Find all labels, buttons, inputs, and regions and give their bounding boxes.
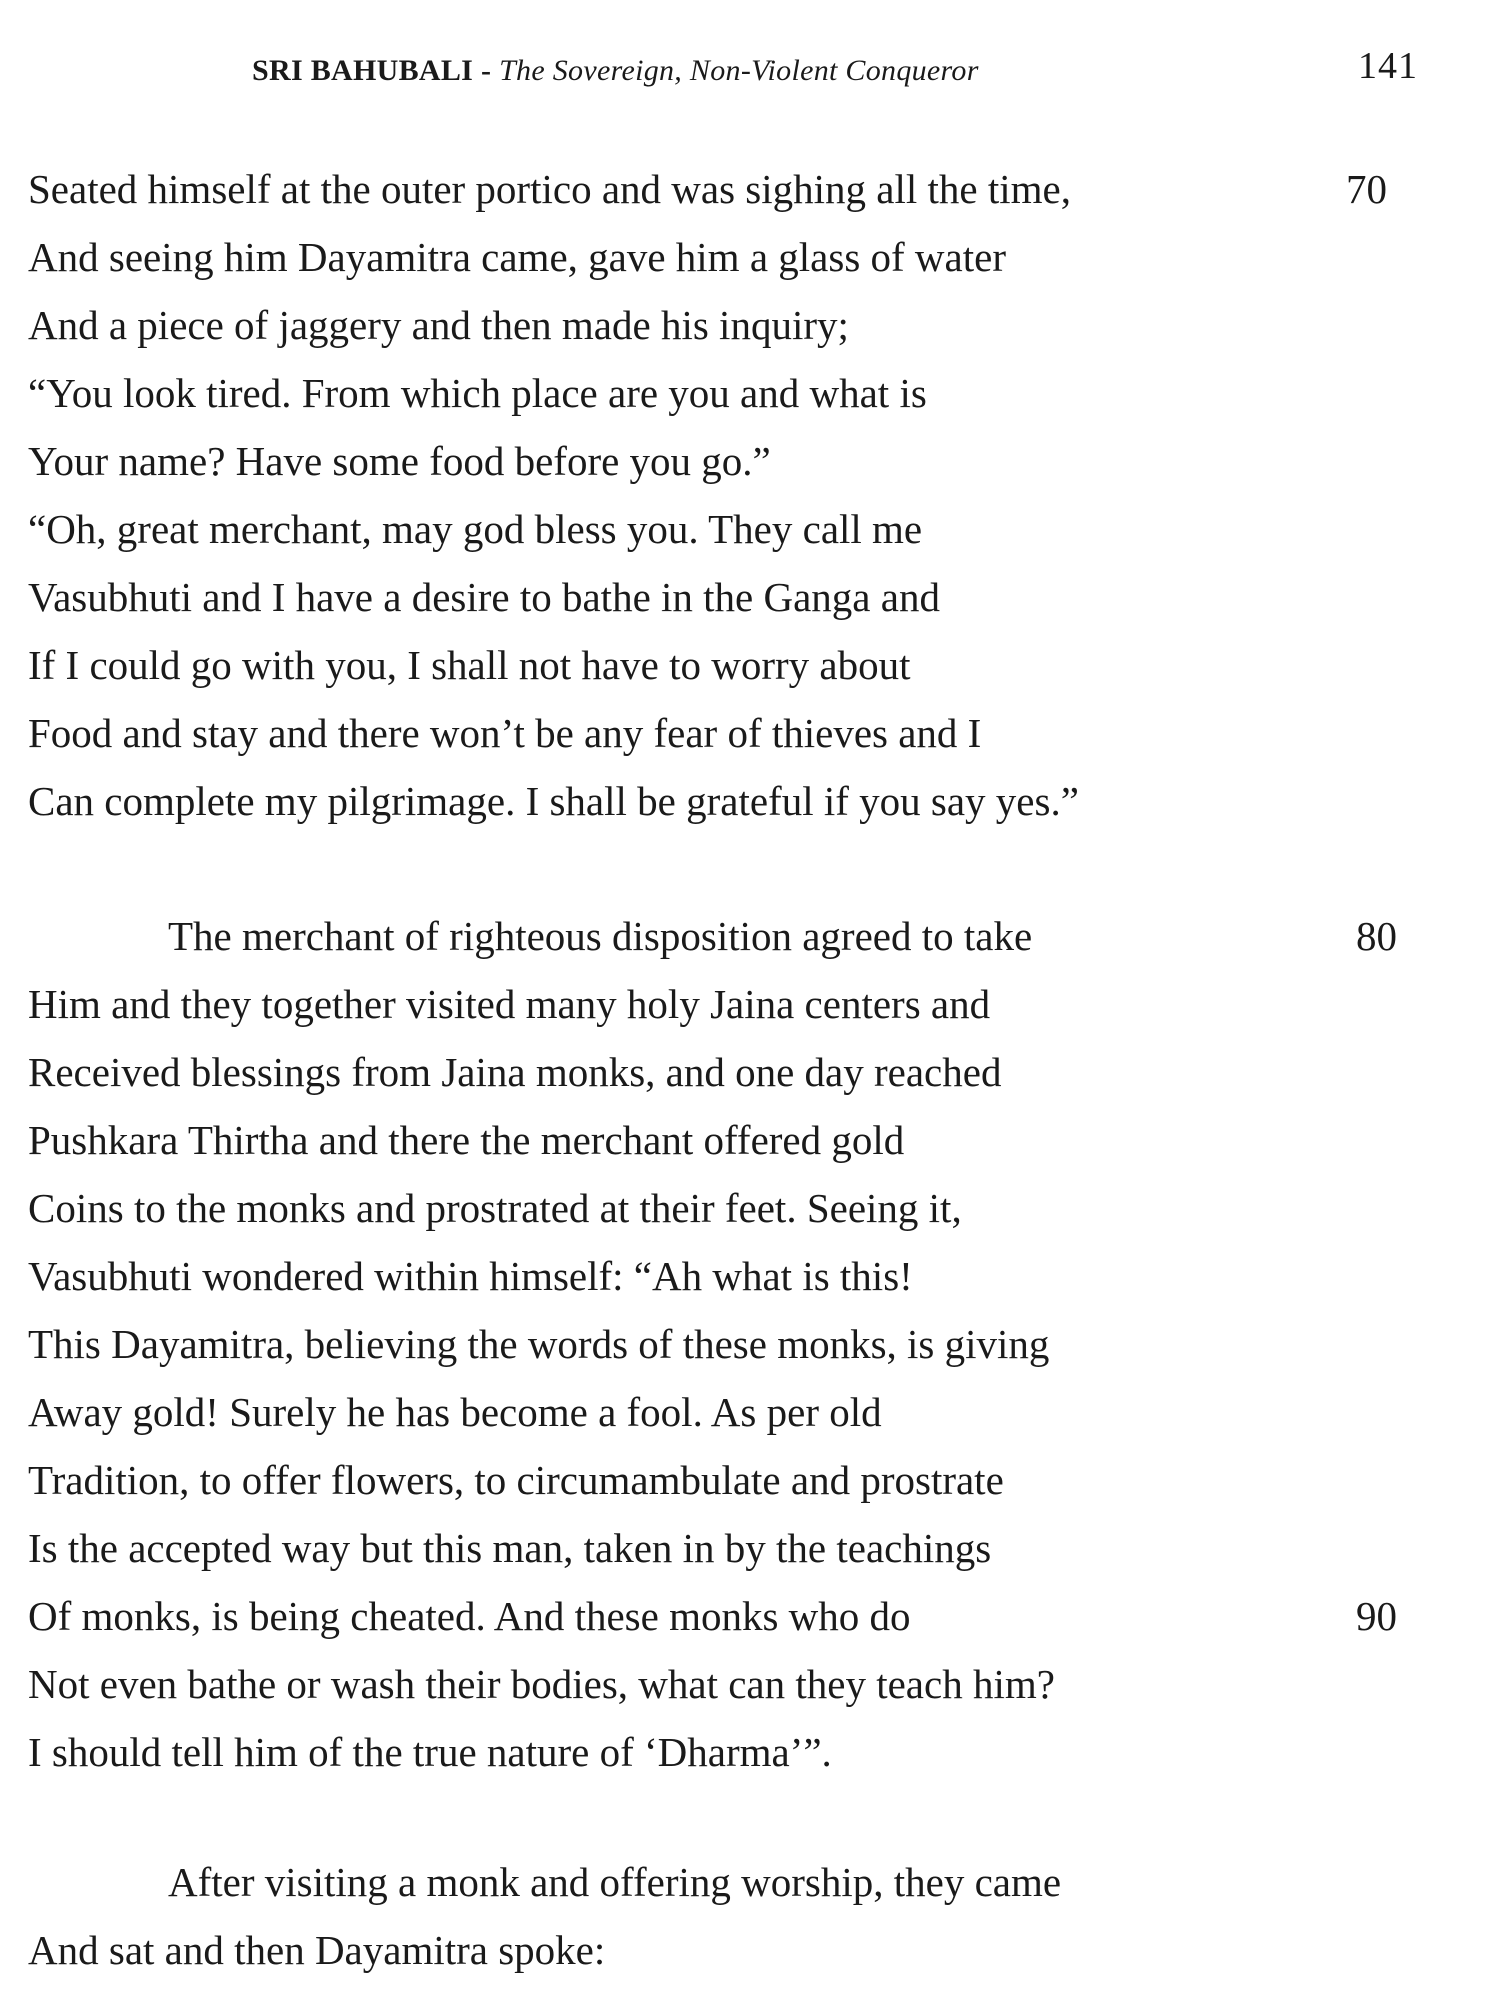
verse-text: Away gold! Surely he has become a fool. As per old [28, 1389, 882, 1435]
verse-line [28, 1242, 1448, 1310]
verse-line [28, 1582, 1448, 1650]
verse-line [28, 1718, 1448, 1786]
verse-line [28, 563, 1448, 631]
verse-line [28, 631, 1448, 699]
page-number: 141 [1358, 45, 1418, 87]
stanza-2 [28, 902, 1448, 1786]
verse-line [28, 970, 1448, 1038]
line-number: 80 [1356, 913, 1397, 959]
page-header [0, 44, 1500, 104]
verse-text: Vasubhuti wondered within himself: “Ah what is this! [28, 1253, 913, 1299]
verse-line [28, 1378, 1448, 1446]
verse-line [28, 1446, 1448, 1514]
verse-text: And seeing him Dayamitra came, gave him a glass of water [28, 234, 1006, 280]
verse-text: I should tell him of the true nature of ‘Dharma’”. [28, 1729, 832, 1775]
verse-text: Received blessings from Jaina monks, and one day reached [28, 1049, 1002, 1095]
verse-text: “You look tired. From which place are you and what is [28, 370, 927, 416]
verse-line [28, 699, 1448, 767]
book-title: SRI BAHUBALI - [252, 54, 492, 87]
verse-line [28, 359, 1448, 427]
verse-text: The merchant of righteous disposition agreed to take [168, 913, 1033, 959]
verse-text: Vasubhuti and I have a desire to bathe in the Ganga and [28, 574, 940, 620]
verse-text: Seated himself at the outer portico and was sighing all the time, [28, 166, 1071, 212]
verse-text: Tradition, to offer flowers, to circumambulate and prostrate [28, 1457, 1004, 1503]
verse-text: If I could go with you, I shall not have to worry about [28, 642, 911, 688]
verse-text: This Dayamitra, believing the words of these monks, is giving [28, 1321, 1050, 1367]
verse-line [28, 1106, 1448, 1174]
verse-line [28, 902, 1448, 970]
verse-text: Can complete my pilgrimage. I shall be grateful if you say yes.” [28, 778, 1079, 824]
stanza-3 [28, 1848, 1448, 1984]
verse-text: Of monks, is being cheated. And these monks who do [28, 1593, 911, 1639]
verse-line [28, 291, 1448, 359]
verse-line [28, 155, 1448, 223]
verse-text: Your name? Have some food before you go.” [28, 438, 771, 484]
verse-line [28, 1514, 1448, 1582]
verse-text: And sat and then Dayamitra spoke: [28, 1927, 606, 1973]
verse-line [28, 1038, 1448, 1106]
verse-line [28, 495, 1448, 563]
verse-text: After visiting a monk and offering worship, they came [168, 1859, 1062, 1905]
verse-line [28, 767, 1448, 835]
book-subtitle: The Sovereign, Non-Violent Conqueror [499, 54, 979, 87]
verse-line [28, 223, 1448, 291]
verse-line [28, 1310, 1448, 1378]
verse-text: Pushkara Thirtha and there the merchant offered gold [28, 1117, 905, 1163]
line-number: 70 [1346, 166, 1387, 212]
verse-text: Not even bathe or wash their bodies, what can they teach him? [28, 1661, 1055, 1707]
verse-line [28, 1174, 1448, 1242]
running-head [252, 54, 979, 88]
verse-text: Is the accepted way but this man, taken in by the teachings [28, 1525, 992, 1571]
line-number: 90 [1356, 1593, 1397, 1639]
verse-line [28, 1916, 1448, 1984]
verse-text: And a piece of jaggery and then made his inquiry; [28, 302, 849, 348]
verse-text: Coins to the monks and prostrated at their feet. Seeing it, [28, 1185, 962, 1231]
verse-line [28, 1848, 1448, 1916]
verse-text: Food and stay and there won’t be any fear of thieves and I [28, 710, 982, 756]
verse-line [28, 427, 1448, 495]
verse-text: Him and they together visited many holy Jaina centers and [28, 981, 991, 1027]
stanza-1 [28, 155, 1448, 835]
verse-text: “Oh, great merchant, may god bless you. They call me [28, 506, 923, 552]
verse-line [28, 1650, 1448, 1718]
